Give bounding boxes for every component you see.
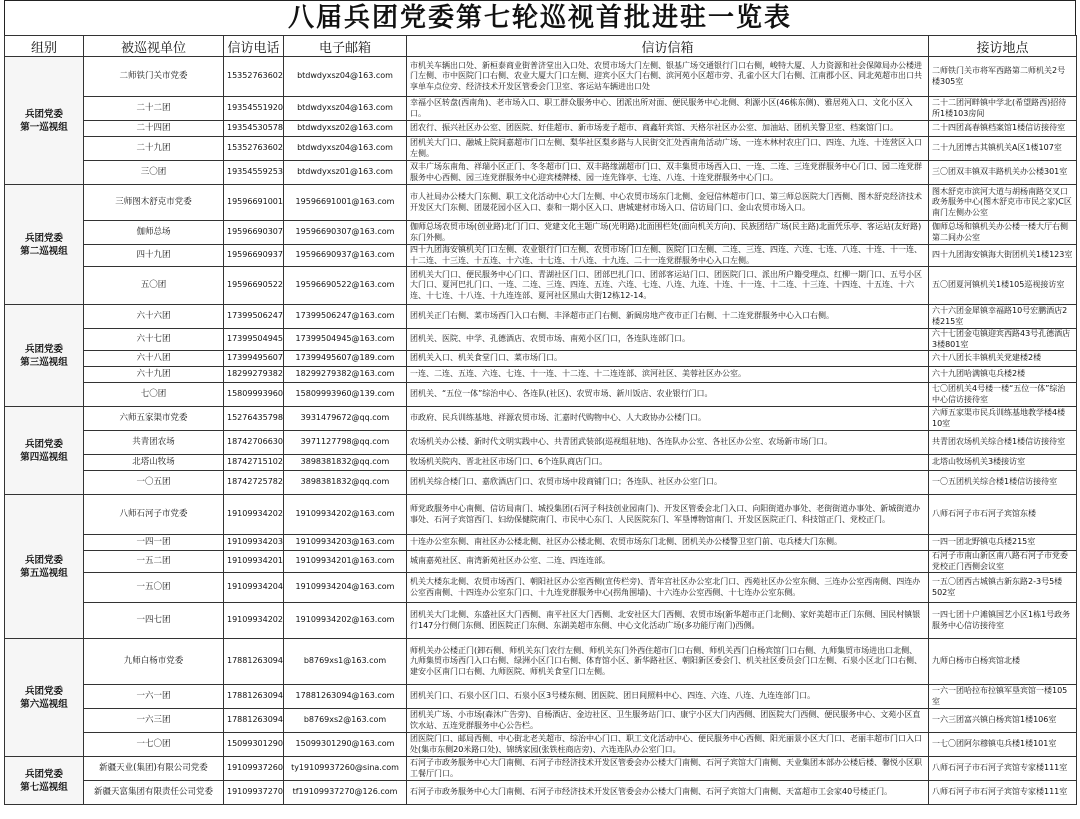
table-body — [5, 57, 1077, 805]
group-cell: 兵团党委 第二巡视组 — [5, 185, 84, 305]
table-row — [5, 639, 1077, 685]
table-header-row — [5, 36, 1077, 57]
mailbox-locations-cell: 四十九团海安镇机关门口左侧、农业银行门口左侧、农贸市场门口左侧、医院门口左侧、二连、三连、四连、六连、七连、八连、十连、十一连、十二连、十三连、十五连、十六连、十七连、十八连、十九连、二十一连党群服务中心入口左侧。 — [407, 245, 929, 267]
email-cell: 19109934204@163.com — [284, 573, 407, 603]
email-cell: ty19109937260@sina.com — [284, 757, 407, 781]
mailbox-locations-cell: 团机关入口、机关食堂门口、菜市场门口。 — [407, 351, 929, 367]
mailbox-locations-cell: 双丰广场东南角、祥瑞小区正门、冬冬超市门口、双丰路缘湖超市门口、双丰集贸市场西入口、一连、二连、三连党群服务中心门口、园二连党群服务中心西侧、园三连党群服务中心迎宾楼牌楼、园一连先锋亭、七连、八连、十连党群服务中心门口。 — [407, 161, 929, 185]
table-row — [5, 329, 1077, 351]
unit-cell: 二十二团 — [84, 97, 224, 121]
email-cell: btdwdyxsz01@163.com — [284, 161, 407, 185]
unit-cell: 新疆天业(集团)有限公司党委 — [84, 757, 224, 781]
unit-cell: 八师石河子市党委 — [84, 495, 224, 535]
reception-location-cell: 九师白杨市白杨宾馆北楼 — [929, 639, 1077, 685]
unit-cell: 五〇团 — [84, 267, 224, 305]
phone-cell: 17399506247 — [224, 305, 284, 329]
mailbox-locations-cell: 一连、二连、五连、六连、七连、十一连、十二连、十二连连部、滨河社区、美蓉社区办公室。 — [407, 367, 929, 383]
phone-cell: 17399504945 — [224, 329, 284, 351]
reception-location-cell: 七〇团机关4号楼一楼“五位一体”综治中心信访接待室 — [929, 383, 1077, 407]
email-cell: btdwdyxsz04@163.com — [284, 57, 407, 97]
phone-cell: 18299279382 — [224, 367, 284, 383]
email-cell: btdwdyxsz04@163.com — [284, 137, 407, 161]
group-cell: 兵团党委 第四巡视组 — [5, 407, 84, 495]
phone-cell: 19596690307 — [224, 221, 284, 245]
unit-cell: 四十九团 — [84, 245, 224, 267]
mailbox-locations-cell: 团机关、“五位一体”综治中心、各连队(社区)、农贸市场、新川饭店、农业银行门口。 — [407, 383, 929, 407]
unit-cell: 二十四团 — [84, 121, 224, 137]
email-cell: 19109934201@163.com — [284, 551, 407, 573]
phone-cell: 15809993960 — [224, 383, 284, 407]
phone-cell: 19109937260 — [224, 757, 284, 781]
unit-cell: 一五二团 — [84, 551, 224, 573]
phone-cell: 17881263094 — [224, 685, 284, 709]
table-row — [5, 551, 1077, 573]
phone-cell: 15352763602 — [224, 137, 284, 161]
unit-cell: 九师白杨市党委 — [84, 639, 224, 685]
reception-location-cell: 共青团农场机关综合楼1楼信访接待室 — [929, 431, 1077, 455]
phone-cell: 18742715102 — [224, 455, 284, 471]
phone-cell: 19354551920 — [224, 97, 284, 121]
unit-cell: 三〇团 — [84, 161, 224, 185]
table-row — [5, 121, 1077, 137]
unit-cell: 共青团农场 — [84, 431, 224, 455]
group-cell: 兵团党委 第五巡视组 — [5, 495, 84, 639]
unit-cell: 新疆天富集团有限责任公司党委 — [84, 781, 224, 805]
mailbox-locations-cell: 石河子市政务服务中心大门南侧、石河子市经济技术开发区管委会办公楼大门南侧、石河子宾馆大门南侧、天富超市工会家40号楼正门。 — [407, 781, 929, 805]
email-cell: 19596691001@163.com — [284, 185, 407, 221]
reception-location-cell: 一四一团北野镇屯兵楼215室 — [929, 535, 1077, 551]
phone-cell: 19109934202 — [224, 603, 284, 639]
header-reception: 接访地点 — [929, 36, 1077, 57]
unit-cell: 北塔山牧场 — [84, 455, 224, 471]
mailbox-locations-cell: 师机关办公楼正门(卸石侧、师机关东门农行左侧、师机关东门外西住超市门口右侧、师机关西门白杨宾馆门口右侧、九师集贸市场进出口北侧、九师集贸市场西门入口右侧、绿洲小区门口右侧、体育馆小区、新华路社区、朝阳新区委会门、机关社区委员会门口左侧、石泉小区北门口右侧、建安小区南门口右侧、九师医院、师机关食堂门口左侧。 — [407, 639, 929, 685]
mailbox-locations-cell: 团机关大门北侧、东盛社区大门西侧、南平社区大门西侧、北安社区大门西侧、农贸市场(新华超市正门北侧)、家好美超市正门东侧、国民村镇银行147分行侧门东侧、团医院正门东侧、东湖美超市东侧、中心文化活动广场(多功能厅南门)西侧。 — [407, 603, 929, 639]
table-row — [5, 757, 1077, 781]
phone-cell: 19596690522 — [224, 267, 284, 305]
reception-location-cell: 图木舒克市滨河大道与胡杨南路交叉口政务服务中心(图木舒克市市民之家)C区南门左侧办公室 — [929, 185, 1077, 221]
email-cell: 19109934202@163.com — [284, 495, 407, 535]
group-cell: 兵团党委 第六巡视组 — [5, 639, 84, 757]
table-row — [5, 185, 1077, 221]
table-row — [5, 221, 1077, 245]
email-cell: b8769xs1@163.com — [284, 639, 407, 685]
mailbox-locations-cell: 城南嘉苑社区、南湾新苑社区办公室、二连、四连连部。 — [407, 551, 929, 573]
mailbox-locations-cell: 团机关大门口、融城上院间嘉超市门口左侧、梨华社区梨乡路与人民街交汇处西南角活动广场、一连木林村农庄门口、四连、九连、十连营区入口左侧。 — [407, 137, 929, 161]
unit-cell: 二师铁门关市党委 — [84, 57, 224, 97]
unit-cell: 一五〇团 — [84, 573, 224, 603]
unit-cell: 六十七团 — [84, 329, 224, 351]
unit-cell: 二十九团 — [84, 137, 224, 161]
reception-location-cell: 石河子市南山新区南八路石河子市党委党校正门西侧会议室 — [929, 551, 1077, 573]
reception-location-cell: 六十九团哈满镇屯兵楼2楼 — [929, 367, 1077, 383]
reception-location-cell: 八师石河子市石河子宾馆专家楼111室 — [929, 781, 1077, 805]
table-row — [5, 431, 1077, 455]
email-cell: 15099301290@163.com — [284, 733, 407, 757]
table-row — [5, 733, 1077, 757]
mailbox-locations-cell: 十连办公室东侧、南社区办公楼北侧、社区办公楼北侧、农贸市场东门北侧、团机关办公楼警卫室门前、屯兵楼大门东侧。 — [407, 535, 929, 551]
mailbox-locations-cell: 市政府、民兵训练基地、祥源农贸市场、汇嘉时代购物中心、人大政协办公楼门口。 — [407, 407, 929, 431]
mailbox-locations-cell: 团机关综合楼门口、嘉欣酒店门口、农贸市场中段商铺门口；各连队、社区办公室门口。 — [407, 471, 929, 495]
header-mailboxes: 信访信箱 — [407, 36, 929, 57]
email-cell: 17399506247@163.com — [284, 305, 407, 329]
email-cell: 3971127798@qq.com — [284, 431, 407, 455]
phone-cell: 17881263094 — [224, 639, 284, 685]
email-cell: btdwdyxsz04@163.com — [284, 97, 407, 121]
table-row — [5, 267, 1077, 305]
header-email: 电子邮箱 — [284, 36, 407, 57]
document-page — [4, 0, 1076, 805]
mailbox-locations-cell: 团机关、医院、中学、孔德酒店、农贸市场、南苑小区门口，各连队连部门口。 — [407, 329, 929, 351]
reception-location-cell: 二十四团高春镇档案馆1楼信访接待室 — [929, 121, 1077, 137]
unit-cell: 六十六团 — [84, 305, 224, 329]
table-row — [5, 709, 1077, 733]
mailbox-locations-cell: 伽师总场农贸市场(创业路)北门门口、党建文化主题广场(光明路)北面围栏处(面向机关方向)、民族团结广场(民主路)北面凭乐亭、客运站(友好路)东门外侧。 — [407, 221, 929, 245]
group-cell: 兵团党委 第一巡视组 — [5, 57, 84, 185]
phone-cell: 17399495607 — [224, 351, 284, 367]
email-cell: btdwdyxsz02@163.com — [284, 121, 407, 137]
unit-cell: 六师五家渠市党委 — [84, 407, 224, 431]
header-group: 组别 — [5, 36, 84, 57]
table-row — [5, 137, 1077, 161]
header-unit: 被巡视单位 — [84, 36, 224, 57]
email-cell: 19596690307@163.com — [284, 221, 407, 245]
table-row — [5, 57, 1077, 97]
table-row — [5, 471, 1077, 495]
table-row — [5, 495, 1077, 535]
table-row — [5, 245, 1077, 267]
email-cell: 15809993960@139.com — [284, 383, 407, 407]
reception-location-cell: 六十七团金屯镇迎宾西路43号孔德酒店3楼801室 — [929, 329, 1077, 351]
table-row — [5, 685, 1077, 709]
reception-location-cell: 一七〇团阿尔穆镇屯兵楼1楼101室 — [929, 733, 1077, 757]
reception-location-cell: 六师五家渠市民兵训练基地教学楼4楼10室 — [929, 407, 1077, 431]
reception-location-cell: 一〇五团机关综合楼1楼信访接待室 — [929, 471, 1077, 495]
phone-cell: 15099301290 — [224, 733, 284, 757]
reception-location-cell: 一六一团哈拉布拉镇军垦宾馆一楼105室 — [929, 685, 1077, 709]
phone-cell: 19596690937 — [224, 245, 284, 267]
mailbox-locations-cell: 师党政服务中心南侧、信访局南门、城投集团(石河子科技创业园南门)、开发区管委会北门入口、向阳街道办事处、老街街道办事处、新城街道办事处、石河子宾馆西门、妇幼保健院南门、市民中心东门、人民医院东门、军垦博物馆南门、开发区医院正门、科技馆正门、党校正门。 — [407, 495, 929, 535]
mailbox-locations-cell: 团农行、振兴社区办公室、团医院、好佳超市、新市场麦子超市、商鑫轩宾馆、天格尔社区办公室、加油站、团机关警卫室、档案馆门口。 — [407, 121, 929, 137]
email-cell: 19109934203@163.com — [284, 535, 407, 551]
mailbox-locations-cell: 农场机关办公楼、新时代文明实践中心、共青团武装部(巡视组驻地)、各连队办公室、各社区办公室、农场新市场门口。 — [407, 431, 929, 455]
email-cell: 3898381832@qq.com — [284, 455, 407, 471]
table-row — [5, 535, 1077, 551]
phone-cell: 17881263094 — [224, 709, 284, 733]
phone-cell: 19109934202 — [224, 495, 284, 535]
unit-cell: 三师图木舒克市党委 — [84, 185, 224, 221]
unit-cell: 七〇团 — [84, 383, 224, 407]
reception-location-cell: 六十八团长丰镇机关党建楼2楼 — [929, 351, 1077, 367]
mailbox-locations-cell: 牧场机关院内、晋北社区市场门口、6个连队商店门口。 — [407, 455, 929, 471]
unit-cell: 一六三团 — [84, 709, 224, 733]
mailbox-locations-cell: 团医院门口、邮局西侧、中心街北老关超市、综治中心门口、职工文化活动中心、便民服务中心西侧、阳光丽景小区大门口、老丽丰超市门口入口处(集市东侧20米路口处)、锦绣家园(张铁柱商店旁)、六连连队办公室门口。 — [407, 733, 929, 757]
reception-location-cell: 六十六团金犀镇幸福路10号宏鹏酒店2楼215室 — [929, 305, 1077, 329]
reception-location-cell: 五〇团夏河镇机关1楼105巡视接访室 — [929, 267, 1077, 305]
table-row — [5, 351, 1077, 367]
reception-location-cell: 一四七团十户滩镇国艺小区1栋1号政务服务中心信访接待室 — [929, 603, 1077, 639]
phone-cell: 18742706630 — [224, 431, 284, 455]
unit-cell: 伽师总场 — [84, 221, 224, 245]
mailbox-locations-cell: 市人社局办公楼大门东侧、职工文化活动中心大门左侧、中心农贸市场东门北侧、金冠信林超市门口、第三师总医院大门西侧、图木舒克经济技术开发区大门东侧、团晟花园小区入口、泰和一期小区入口、唐城建材市场入口、信访局门口、金山农贸市场入口。 — [407, 185, 929, 221]
reception-location-cell: 一六三团富兴镇白杨宾馆1楼106室 — [929, 709, 1077, 733]
unit-cell: 一四七团 — [84, 603, 224, 639]
unit-cell: 一七〇团 — [84, 733, 224, 757]
phone-cell: 15276435798 — [224, 407, 284, 431]
reception-location-cell: 三〇团双丰镇双丰路机关办公楼301室 — [929, 161, 1077, 185]
mailbox-locations-cell: 幸福小区转盘(西南角)、老市场入口、职工群众服务中心、团派出所对面、便民服务中心北侧、利源小区(46栋东侧)、雅居苑入口、文化小区入口。 — [407, 97, 929, 121]
phone-cell: 15352763602 — [224, 57, 284, 97]
phone-cell: 19354530578 — [224, 121, 284, 137]
unit-cell: 一〇五团 — [84, 471, 224, 495]
reception-location-cell: 伽师总场和镇机关办公楼一楼大厅右侧第二间办公室 — [929, 221, 1077, 245]
table-row — [5, 573, 1077, 603]
phone-cell: 19109937270 — [224, 781, 284, 805]
reception-location-cell: 二十二团河畔镇中学北(希望路西)招待所1楼103房间 — [929, 97, 1077, 121]
mailbox-locations-cell: 机关大楼东北侧、农贸市场西门、朝阳社区办公室西侧(宣传栏旁)、青年宫社区办公室北门口、西苑社区办公室东侧、三连办公室西南侧、四连办公室西南侧、十四连办公室东门口、十九连党群服务中心(拐角围墙)、十六连办公室西侧、十七连办公室东侧。 — [407, 573, 929, 603]
phone-cell: 19109934204 — [224, 573, 284, 603]
mailbox-locations-cell: 团机关广场、小市场(森沐广告旁)、自杨酒店、金边社区、卫生服务站门口、康宁小区大门内西侧、团医院大门西侧、便民服务中心、文苑小区直饮水站、五连党群服务中心公告栏。 — [407, 709, 929, 733]
email-cell: 17881263094@163.com — [284, 685, 407, 709]
table-row — [5, 603, 1077, 639]
table-row — [5, 455, 1077, 471]
email-cell: 3898381832@qq.com — [284, 471, 407, 495]
unit-cell: 六十八团 — [84, 351, 224, 367]
table-row — [5, 367, 1077, 383]
reception-location-cell: 四十九团海安镇海大街团机关1楼123室 — [929, 245, 1077, 267]
unit-cell: 一四一团 — [84, 535, 224, 551]
email-cell: 3931479672@qq.com — [284, 407, 407, 431]
email-cell: b8769xs2@163.com — [284, 709, 407, 733]
email-cell: 17399504945@163.com — [284, 329, 407, 351]
reception-location-cell: 北塔山牧场机关3楼接访室 — [929, 455, 1077, 471]
phone-cell: 19109934203 — [224, 535, 284, 551]
phone-cell: 19596691001 — [224, 185, 284, 221]
group-cell: 兵团党委 第七巡视组 — [5, 757, 84, 805]
mailbox-locations-cell: 团机关门口、石泉小区门口、石泉小区3号楼东侧、团医院、团日间照料中心、四连、六连、八连、九连连部门口。 — [407, 685, 929, 709]
table-row — [5, 305, 1077, 329]
table-row — [5, 97, 1077, 121]
table-row — [5, 383, 1077, 407]
reception-location-cell: 八师石河子市石河子宾馆东楼 — [929, 495, 1077, 535]
inspection-table — [4, 35, 1077, 805]
unit-cell: 六十九团 — [84, 367, 224, 383]
email-cell: tf19109937270@126.com — [284, 781, 407, 805]
unit-cell: 一六一团 — [84, 685, 224, 709]
table-row — [5, 161, 1077, 185]
email-cell: 19596690522@163.com — [284, 267, 407, 305]
email-cell: 18299279382@163.com — [284, 367, 407, 383]
email-cell: 17399495607@189.com — [284, 351, 407, 367]
phone-cell: 19109934201 — [224, 551, 284, 573]
table-row — [5, 781, 1077, 805]
reception-location-cell: 二十九团博古其镇机关A区1楼107室 — [929, 137, 1077, 161]
email-cell: 19109934202@163.com — [284, 603, 407, 639]
mailbox-locations-cell: 团机关正门右侧、菜市场西门入口右侧、丰泽超市正门右侧、新阔房地产夜市正门右侧、十二连党群服务中心入口右侧。 — [407, 305, 929, 329]
reception-location-cell: 二师铁门关市将军西路第二师机关2号楼305室 — [929, 57, 1077, 97]
group-cell: 兵团党委 第三巡视组 — [5, 305, 84, 407]
document-title: 八届兵团党委第七轮巡视首批进驻一览表 — [4, 0, 1076, 35]
table-row — [5, 407, 1077, 431]
phone-cell: 19354559253 — [224, 161, 284, 185]
mailbox-locations-cell: 石河子市政务服务中心大门南侧、石河子市经济技术开发区管委会办公楼大门南侧、石河子宾馆大门南侧、天业集团本部办公楼后楼、馨悦小区职工餐厅门口。 — [407, 757, 929, 781]
reception-location-cell: 八师石河子市石河子宾馆专家楼111室 — [929, 757, 1077, 781]
email-cell: 19596690937@163.com — [284, 245, 407, 267]
reception-location-cell: 一五〇团西古城镇古新东路2-3号5楼502室 — [929, 573, 1077, 603]
header-phone: 信访电话 — [224, 36, 284, 57]
mailbox-locations-cell: 市机关车辆出口处、新桓泰商业街普济堂出入口处、农贸市场大门左侧、银基广场交通银行门口右侧，峻特大厦、人力资源和社会保障局办公楼进门左侧、市中医院门口右侧、农业大厦大门口左侧、迎宾小区大门右侧、滨河苑小区超市旁、孔雀小区大门右侧、江南郡小区、同北苑超市出口共享单车点位旁、经济技术开发区管委会门卫室、客运站车辆进出口处 — [407, 57, 929, 97]
mailbox-locations-cell: 团机关大门口、便民服务中心门口、青湖社区门口、团部巴扎门口、团部客运站门口、团医院门口、派出所户籍受理点、红柳一期门口、五号小区大门口、夏河巴扎门口、一连、二连、三连、四连、五连、六连、七连、八连、九连、十连、十一连、十二连、十三连、十四连、十五连、十六连、十七连、十八连、十九连连部、夏河社区黑山大街12栋12-14。 — [407, 267, 929, 305]
phone-cell: 18742725782 — [224, 471, 284, 495]
